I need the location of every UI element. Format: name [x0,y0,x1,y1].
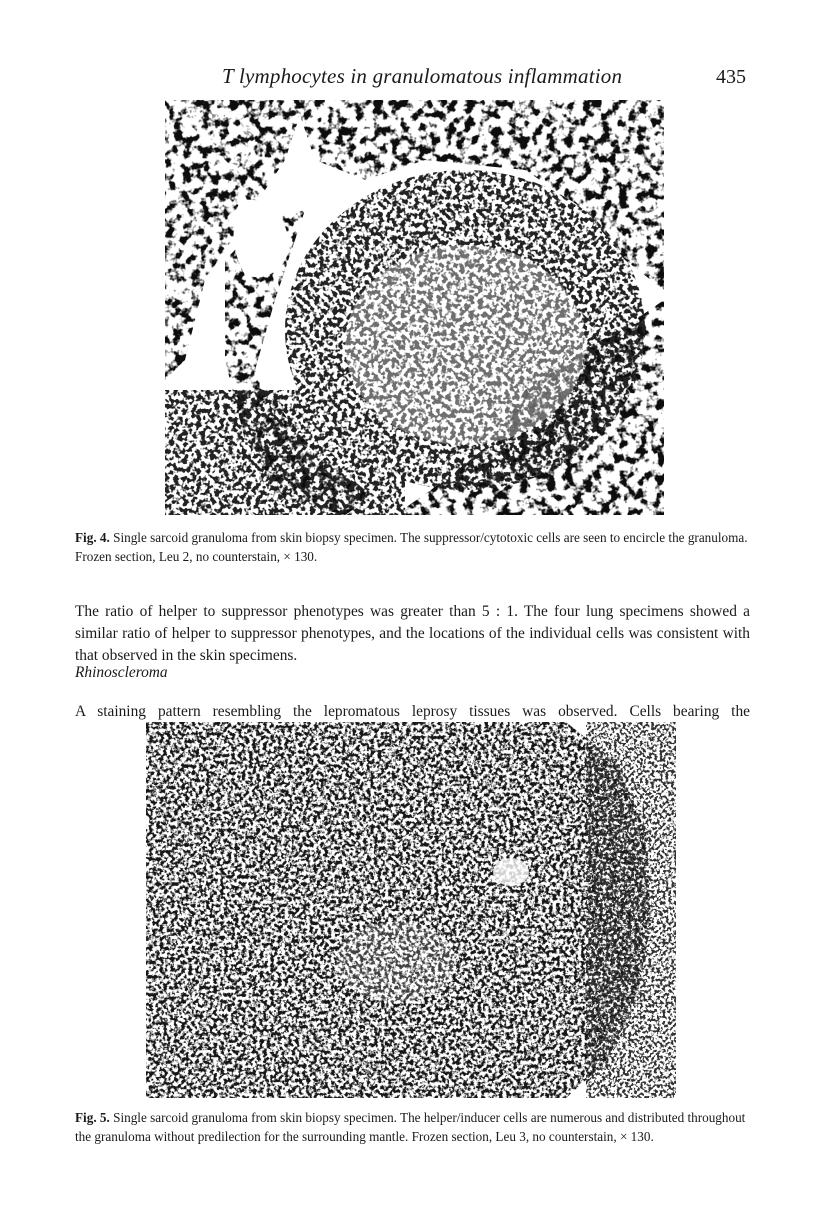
section-heading-rhinoscleroma: Rhinoscleroma [75,664,168,681]
body-paragraph-1: The ratio of helper to suppressor phenotypes was greater than 5 : 1. The four lung specimens showed a similar ratio of helper to suppressor phenotypes, and the locations of the individual cells was consistent with that observed in the skin specimens. [75,603,750,665]
body-paragraph-2: A staining pattern resembling the lepromatous leprosy tissues was observed. Cells bearing the [75,703,750,721]
figure-4-label: Fig. 4. [75,530,110,545]
figure-5-image [146,722,676,1098]
running-title: T lymphocytes in granulomatous inflammation [222,64,623,88]
running-head [0,62,816,96]
figure-4-caption-text: Single sarcoid granuloma from skin biopsy specimen. The suppressor/cytotoxic cells are seen to encircle the granuloma. Frozen section, Leu 2, no counterstain, × 130. [75,530,748,564]
figure-5-caption [75,1108,755,1146]
figure-5-caption-text: Single sarcoid granuloma from skin biopsy specimen. The helper/inducer cells are numerous and distributed throughout the granuloma without predilection for the surrounding mantle. Frozen section, Leu 3, no counterstain, × 130. [75,1110,746,1144]
figure-4-micrograph [165,100,664,515]
figure-5-label: Fig. 5. [75,1110,110,1125]
figure-4-image [165,100,664,515]
figure-5-micrograph [146,722,676,1098]
page-number: 435 [716,66,746,88]
figure-4-caption [75,528,755,566]
